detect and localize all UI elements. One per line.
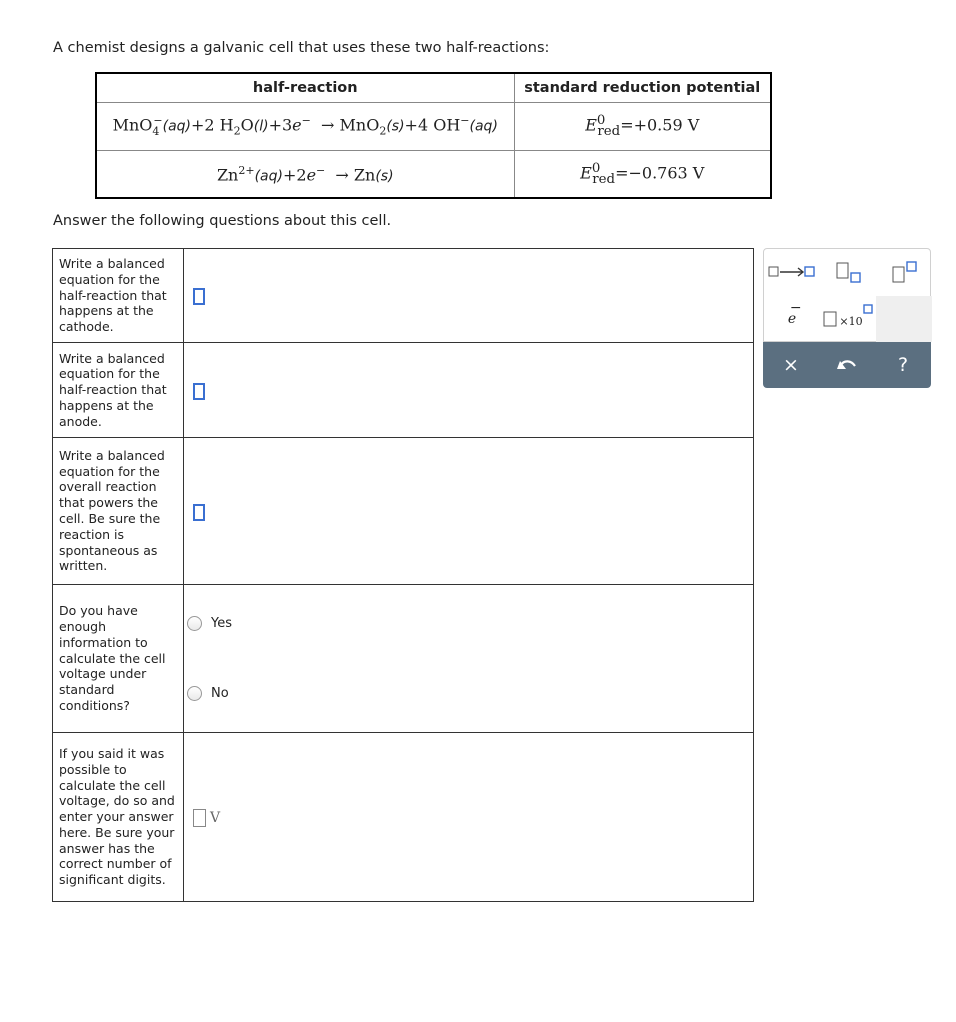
question-enough-info: Do you have enough information to calculate the cell voltage under standard conditions? xyxy=(53,585,184,733)
equation-palette xyxy=(763,248,931,388)
electron-symbol: e xyxy=(787,311,797,327)
potential-zn: $E^0_{red}=-0.763$ V xyxy=(514,150,771,198)
intro-text: A chemist designs a galvanic cell that uses these two half-reactions: xyxy=(53,40,550,56)
half-reaction-zn: $Zn^{2+}(aq)+2e^- \to Zn(s)$ xyxy=(96,150,514,198)
answer-cell-enough-info xyxy=(184,585,754,733)
answer-cell-voltage xyxy=(184,733,754,902)
answer-cell-cathode xyxy=(184,249,754,343)
potential-mno4-value: =+0.59 V xyxy=(620,115,700,135)
option-yes[interactable] xyxy=(187,616,232,631)
half-reaction-mno4: MnO$_4$−(aq)+2 $H_2O(l)+3e^- \to MnO_2(s)+4$ OH−(aq) xyxy=(96,102,514,150)
sci-notation-label: ×10 xyxy=(839,314,863,328)
answer-cell-overall xyxy=(184,438,754,585)
yes-radio[interactable] xyxy=(187,616,202,631)
half-reaction-table xyxy=(95,72,772,199)
anode-equation-input[interactable] xyxy=(193,383,205,400)
cathode-equation-input[interactable] xyxy=(193,288,205,305)
overall-equation-input[interactable] xyxy=(193,504,205,521)
question-anode: Write a balanced equation for the half-reaction that happens at the anode. xyxy=(53,343,184,438)
no-radio[interactable] xyxy=(187,686,202,701)
questions-table xyxy=(52,248,754,902)
scientific-notation-icon[interactable] xyxy=(820,296,876,342)
voltage-unit: V xyxy=(210,809,221,826)
header-half-reaction: half-reaction xyxy=(96,73,514,102)
question-voltage: If you said it was possible to calculate the cell voltage, do so and enter your answer here. Be sure your answer has the correct number of significant digits. xyxy=(53,733,184,902)
superscript-icon[interactable] xyxy=(876,249,932,295)
question-overall: Write a balanced equation for the overall reaction that powers the cell. Be sure the reaction is spontaneous as written. xyxy=(53,438,184,585)
electron-icon[interactable]: e − xyxy=(787,300,802,327)
voltage-input[interactable] xyxy=(193,809,206,827)
reaction-arrow-icon[interactable] xyxy=(764,249,820,295)
help-icon[interactable]: ? xyxy=(897,354,909,376)
potential-zn-value: =−0.763 V xyxy=(615,163,705,183)
clear-icon[interactable]: × xyxy=(783,354,799,376)
question-cathode: Write a balanced equation for the half-reaction that happens at the cathode. xyxy=(53,249,184,343)
subscript-icon[interactable] xyxy=(820,249,876,295)
no-label: No xyxy=(211,686,229,701)
option-no[interactable] xyxy=(187,686,229,701)
empty-palette-cell xyxy=(876,296,932,342)
yes-label: Yes xyxy=(211,616,232,631)
answer-cell-anode xyxy=(184,343,754,438)
potential-mno4: $E^0_{red}=+0.59$ V xyxy=(514,102,771,150)
instructions-text: Answer the following questions about this cell. xyxy=(53,213,392,229)
undo-icon[interactable] xyxy=(819,342,875,388)
header-standard-potential: standard reduction potential xyxy=(514,73,771,102)
